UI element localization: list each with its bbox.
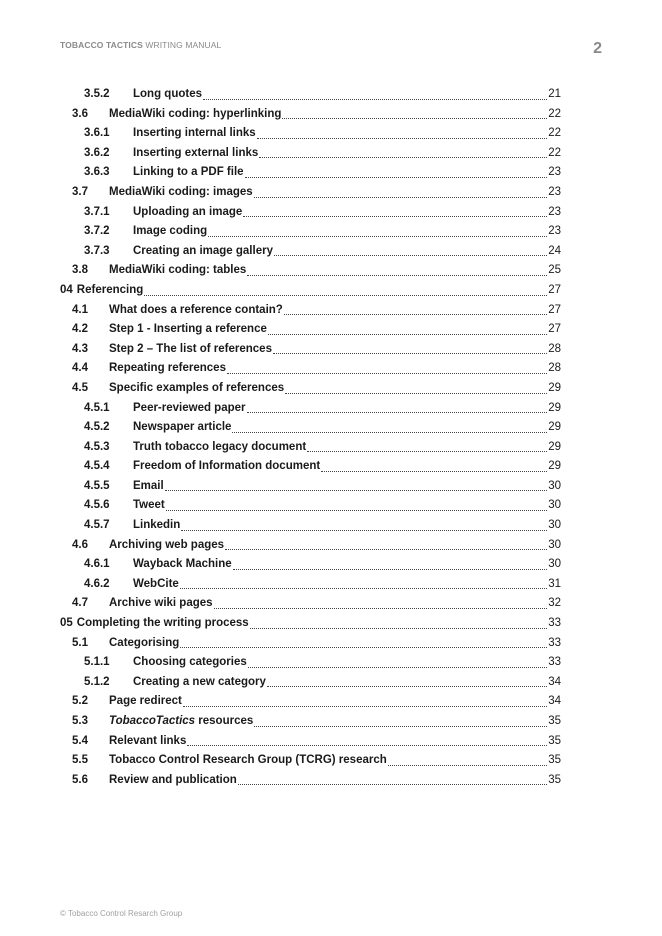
toc-entry-title-text: Wayback Machine xyxy=(133,558,232,571)
toc-entry-page: 34 xyxy=(548,675,561,688)
toc-entry[interactable] xyxy=(60,186,561,206)
toc-entry-title xyxy=(133,676,266,688)
toc-entry[interactable] xyxy=(60,88,561,108)
toc-dot-leader xyxy=(165,490,548,491)
toc-dot-leader xyxy=(247,275,547,276)
toc-entry[interactable] xyxy=(60,441,561,461)
header-title-bold: TOBACCO TACTICS xyxy=(60,40,143,50)
toc-entry-number: 3.5.2 xyxy=(84,88,110,100)
toc-entry-title xyxy=(133,225,207,237)
toc-entry[interactable] xyxy=(60,323,561,343)
toc-entry-title xyxy=(109,382,284,394)
toc-entry-title xyxy=(133,88,202,100)
toc-entry-title xyxy=(109,715,253,727)
toc-entry-title xyxy=(77,284,143,296)
toc-entry-title xyxy=(109,774,237,786)
toc-entry-title-text: Completing the writing process xyxy=(76,617,249,630)
toc-entry-number: 5.4 xyxy=(72,734,88,747)
toc-entry-number: 3.7.3 xyxy=(84,244,110,257)
toc-dot-leader xyxy=(227,373,547,374)
toc-entry[interactable] xyxy=(60,206,561,226)
toc-entry-number: 3.7.2 xyxy=(84,225,110,238)
toc-entry[interactable] xyxy=(60,480,561,500)
toc-entry-title-text: Step 2 – The list of references xyxy=(109,342,272,355)
toc-dot-leader xyxy=(267,686,547,687)
toc-entry-title-text: Inserting internal links xyxy=(133,127,256,140)
toc-entry-number: 5.2 xyxy=(72,695,88,708)
toc-dot-leader xyxy=(183,706,547,707)
toc-entry-title-text: Tweet xyxy=(133,499,165,512)
toc-entry-title xyxy=(133,147,258,159)
toc-dot-leader xyxy=(247,412,548,413)
toc-entry-title-text: MediaWiki coding: hyperlinking xyxy=(109,107,282,120)
toc-dot-leader xyxy=(233,569,548,570)
toc-entry-page: 30 xyxy=(548,558,561,571)
toc-entry-number: 4.2 xyxy=(72,323,88,336)
toc-entry-page: 33 xyxy=(548,636,561,649)
toc-entry-title-text: Step 1 - Inserting a reference xyxy=(109,323,267,336)
toc-entry[interactable] xyxy=(60,578,561,598)
toc-entry-page: 30 xyxy=(548,479,561,492)
toc-entry-page: 27 xyxy=(548,303,561,316)
toc-entry-page: 32 xyxy=(548,597,561,610)
toc-dot-leader xyxy=(243,216,547,217)
toc-entry-number: 4.5.7 xyxy=(84,519,110,532)
toc-entry[interactable] xyxy=(60,343,561,363)
toc-entry-page: 29 xyxy=(548,440,561,453)
toc-entry-title xyxy=(133,206,242,218)
toc-entry-title-text: Uploading an image xyxy=(133,205,243,218)
toc-dot-leader xyxy=(254,197,548,198)
toc-entry[interactable] xyxy=(60,225,561,245)
toc-entry[interactable] xyxy=(60,735,561,755)
toc-entry-title xyxy=(133,499,165,511)
toc-dot-leader xyxy=(285,393,547,394)
toc-entry[interactable] xyxy=(60,460,561,480)
toc-entry-title-text: MediaWiki coding: tables xyxy=(109,264,247,277)
toc-entry-page: 30 xyxy=(548,538,561,551)
toc-entry[interactable] xyxy=(60,637,561,657)
table-of-contents xyxy=(60,88,561,793)
toc-entry-title-text: Referencing xyxy=(76,283,144,296)
toc-entry-title-text: Creating an image gallery xyxy=(133,244,273,257)
toc-entry-page: 27 xyxy=(548,283,561,296)
toc-dot-leader xyxy=(274,255,547,256)
toc-entry-title-text: What does a reference contain? xyxy=(109,303,283,316)
toc-entry[interactable] xyxy=(60,754,561,774)
toc-entry[interactable] xyxy=(60,656,561,676)
toc-entry-title xyxy=(77,617,249,629)
toc-entry-title-text: Repeating references xyxy=(109,362,226,375)
toc-entry-page: 33 xyxy=(548,656,561,669)
toc-entry-number: 4.6 xyxy=(72,538,88,551)
toc-entry-number: 4.6.1 xyxy=(84,558,110,571)
toc-entry[interactable] xyxy=(60,519,561,539)
toc-entry-title-text: Categorising xyxy=(109,636,180,649)
toc-entry-title xyxy=(133,480,164,492)
toc-entry-title xyxy=(109,637,179,649)
toc-entry-page: 30 xyxy=(548,519,561,532)
toc-entry-title-text: Inserting external links xyxy=(133,146,259,159)
toc-entry-number: 4.4 xyxy=(72,362,88,375)
toc-entry-title-text: Archive wiki pages xyxy=(109,597,213,610)
toc-entry-title-text: Choosing categories xyxy=(133,656,247,669)
toc-entry-title-text: Linking to a PDF file xyxy=(133,166,244,179)
toc-entry-number: 3.6.3 xyxy=(84,166,110,179)
toc-entry-page: 21 xyxy=(548,88,561,100)
toc-entry-title xyxy=(133,558,232,570)
toc-dot-leader xyxy=(321,471,547,472)
toc-dot-leader xyxy=(259,157,547,158)
toc-entry-title xyxy=(109,264,246,276)
toc-entry-title-text: Review and publication xyxy=(109,773,237,786)
toc-entry-title xyxy=(133,578,179,590)
toc-entry-page: 35 xyxy=(548,754,561,767)
toc-entry-title-text: Long quotes xyxy=(133,88,202,100)
toc-entry[interactable] xyxy=(60,695,561,715)
toc-entry-page: 34 xyxy=(548,695,561,708)
toc-entry-title-italic: TobaccoTactics xyxy=(109,715,196,727)
toc-entry-number: 5.1.2 xyxy=(84,675,110,688)
toc-dot-leader xyxy=(254,726,547,727)
toc-entry-title xyxy=(109,539,224,551)
toc-dot-leader xyxy=(203,99,547,100)
toc-entry-page: 25 xyxy=(548,264,561,277)
toc-entry-number: 3.8 xyxy=(72,264,88,277)
toc-entry-page: 30 xyxy=(548,499,561,512)
toc-dot-leader xyxy=(238,784,547,785)
toc-entry-title-text: Page redirect xyxy=(109,695,182,708)
toc-dot-leader xyxy=(214,608,548,609)
toc-entry-number: 4.3 xyxy=(72,342,88,355)
toc-entry-title xyxy=(109,108,281,120)
toc-entry-number: 4.1 xyxy=(72,303,88,316)
toc-entry-title xyxy=(133,656,247,668)
toc-entry[interactable] xyxy=(60,108,561,128)
toc-dot-leader xyxy=(284,314,547,315)
toc-entry-page: 31 xyxy=(548,577,561,590)
toc-entry[interactable] xyxy=(60,166,561,186)
toc-entry-number: 5.5 xyxy=(72,754,88,767)
toc-entry[interactable] xyxy=(60,539,561,559)
toc-dot-leader xyxy=(245,177,548,178)
toc-dot-leader xyxy=(187,745,547,746)
toc-dot-leader xyxy=(166,510,547,511)
toc-dot-leader xyxy=(273,353,547,354)
toc-entry-number: 5.1 xyxy=(72,636,88,649)
toc-entry-title-text: Linkedin xyxy=(133,519,181,532)
toc-dot-leader xyxy=(208,236,547,237)
toc-entry-number: 4.5.2 xyxy=(84,421,110,434)
toc-entry[interactable] xyxy=(60,382,561,402)
toc-entry-title xyxy=(109,362,226,374)
toc-entry-title xyxy=(109,323,267,335)
toc-entry[interactable] xyxy=(60,617,561,637)
toc-entry-page: 35 xyxy=(548,715,561,727)
toc-entry[interactable] xyxy=(60,421,561,441)
toc-entry-title xyxy=(133,441,306,453)
toc-entry-title xyxy=(109,597,213,609)
toc-entry-title-text: Newspaper article xyxy=(133,421,232,434)
toc-entry[interactable] xyxy=(60,774,561,794)
toc-entry-page: 22 xyxy=(548,127,561,140)
toc-entry[interactable] xyxy=(60,304,561,324)
toc-entry-page: 28 xyxy=(548,342,561,355)
toc-entry[interactable] xyxy=(60,264,561,284)
toc-entry-number: 4.5.3 xyxy=(84,440,110,453)
toc-entry-title-text: Truth tobacco legacy document xyxy=(133,440,307,453)
toc-entry-page: 24 xyxy=(548,244,561,257)
toc-entry-title xyxy=(133,519,180,531)
toc-entry-page: 35 xyxy=(548,773,561,786)
toc-entry-title-text: Peer-reviewed paper xyxy=(133,401,246,414)
toc-entry[interactable] xyxy=(60,147,561,167)
toc-entry-page: 33 xyxy=(548,617,561,630)
toc-entry-page: 27 xyxy=(548,323,561,336)
toc-entry[interactable] xyxy=(60,558,561,578)
toc-dot-leader xyxy=(388,765,547,766)
toc-entry-number: 4.5.1 xyxy=(84,401,110,414)
toc-entry-page: 23 xyxy=(548,225,561,238)
toc-entry[interactable] xyxy=(60,284,561,304)
toc-entry-number: 5.6 xyxy=(72,773,88,786)
running-header xyxy=(60,40,221,50)
toc-entry-number: 04 xyxy=(60,283,73,296)
toc-entry-number: 4.5.5 xyxy=(84,479,110,492)
toc-entry-page: 23 xyxy=(548,166,561,179)
toc-entry-number: 3.6.2 xyxy=(84,146,110,159)
toc-entry-title xyxy=(109,735,186,747)
toc-entry-title xyxy=(133,421,231,433)
toc-entry-page: 35 xyxy=(548,734,561,747)
toc-entry-title-text: MediaWiki coding: images xyxy=(109,185,253,198)
toc-entry-page: 29 xyxy=(548,401,561,414)
toc-dot-leader xyxy=(180,647,547,648)
toc-entry-page: 29 xyxy=(548,460,561,473)
footer-copyright: © Tobacco Control Resarch Group xyxy=(60,909,183,918)
toc-entry-title-text: Specific examples of references xyxy=(109,381,285,394)
toc-dot-leader xyxy=(307,451,547,452)
toc-entry-number: 4.5.4 xyxy=(84,460,110,473)
toc-entry-page: 29 xyxy=(548,381,561,394)
toc-entry-number: 3.7.1 xyxy=(84,205,110,218)
toc-dot-leader xyxy=(181,530,547,531)
page-number: 2 xyxy=(593,40,602,57)
toc-entry-title-text: resources xyxy=(195,715,254,727)
toc-entry-number: 5.3 xyxy=(72,715,88,727)
toc-entry-number: 3.7 xyxy=(72,185,88,198)
toc-entry-number: 4.5.6 xyxy=(84,499,110,512)
toc-dot-leader xyxy=(180,588,547,589)
toc-dot-leader xyxy=(232,432,547,433)
toc-entry[interactable] xyxy=(60,127,561,147)
toc-dot-leader xyxy=(282,118,547,119)
toc-dot-leader xyxy=(257,138,548,139)
toc-entry-title-text: WebCite xyxy=(133,577,179,590)
toc-dot-leader xyxy=(268,334,547,335)
toc-entry-page: 23 xyxy=(548,185,561,198)
header-title-rest: WRITING MANUAL xyxy=(142,40,222,50)
toc-dot-leader xyxy=(144,295,547,296)
toc-entry[interactable] xyxy=(60,362,561,382)
toc-entry-title xyxy=(109,304,283,316)
toc-entry-title xyxy=(109,186,253,198)
toc-entry-title xyxy=(133,127,256,139)
toc-entry-title-text: Creating a new category xyxy=(133,675,266,688)
toc-dot-leader xyxy=(250,628,548,629)
toc-entry-title-text: Email xyxy=(133,479,164,492)
toc-entry-number: 05 xyxy=(60,617,73,630)
toc-entry-page: 29 xyxy=(548,421,561,434)
toc-entry-title xyxy=(133,245,273,257)
toc-entry-title-text: Relevant links xyxy=(109,734,187,747)
toc-entry-page: 22 xyxy=(548,107,561,120)
toc-entry-number: 4.6.2 xyxy=(84,577,110,590)
toc-entry-title-text: Archiving web pages xyxy=(109,538,225,551)
toc-entry-title-text: Tobacco Control Research Group (TCRG) research xyxy=(109,754,387,767)
toc-entry-title xyxy=(109,343,272,355)
toc-entry[interactable] xyxy=(60,402,561,422)
toc-entry-number: 3.6 xyxy=(72,107,88,120)
toc-entry-number: 4.5 xyxy=(72,381,88,394)
toc-entry[interactable] xyxy=(60,676,561,696)
toc-entry[interactable] xyxy=(60,597,561,617)
toc-entry-title xyxy=(133,402,246,414)
toc-entry[interactable] xyxy=(60,715,561,735)
toc-entry-title xyxy=(109,754,387,766)
toc-entry-title xyxy=(133,166,244,178)
toc-entry-title xyxy=(109,695,182,707)
toc-entry[interactable] xyxy=(60,499,561,519)
toc-entry-page: 22 xyxy=(548,146,561,159)
toc-entry-number: 3.6.1 xyxy=(84,127,110,140)
toc-entry-title xyxy=(133,460,320,472)
toc-entry-page: 23 xyxy=(548,205,561,218)
toc-dot-leader xyxy=(225,549,547,550)
toc-entry-number: 5.1.1 xyxy=(84,656,110,669)
toc-entry[interactable] xyxy=(60,245,561,265)
toc-entry-title-text: Freedom of Information document xyxy=(133,460,321,473)
toc-entry-title-text: Image coding xyxy=(133,225,208,238)
toc-dot-leader xyxy=(248,667,547,668)
toc-entry-number: 4.7 xyxy=(72,597,88,610)
toc-entry-page: 28 xyxy=(548,362,561,375)
